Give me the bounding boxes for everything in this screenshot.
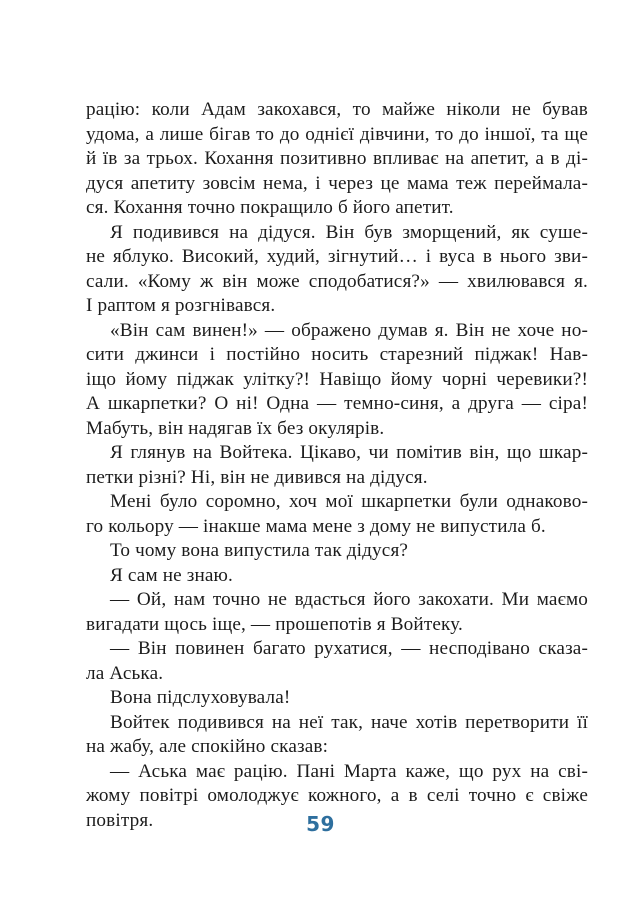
text-line: А шкарпетки? О ні! Одна — темно-синя, а друга — сіра! [86,393,588,414]
text-line: дуся апетиту зовсім нема, і через це мама теж переймала- [86,172,588,194]
text-line: То чому вона випустила так дідуся? [110,540,409,561]
text-line: удома, а лише бігав то до однієї дівчини, то до іншої, та ще [86,123,588,145]
body-text [86,98,588,833]
text-line: вигадати щось іще, — прошепотів я Войтеку. [86,613,463,635]
paragraph [86,221,588,319]
text-line: Мені було соромно, хоч мої шкарпетки були однаково- [110,491,588,512]
paragraph [86,319,588,442]
paragraph [86,588,588,637]
paragraph [86,711,588,760]
text-line: сали. «Кому ж він може сподобатися?» — хвилювався я. [86,270,588,292]
text-line: го кольору — інакше мама мене з дому не випустила б. [86,515,546,537]
text-line: І раптом я розгнівався. [86,295,276,316]
paragraph [86,637,588,686]
text-line: Я подивився на дідуся. Він був зморщений, як суше- [110,221,588,243]
text-line: — Аська має рацію. Пані Марта каже, що рух на сві- [110,760,588,782]
text-line: «Він сам винен!» — ображено думав я. Він не хоче но- [110,319,588,341]
paragraph [86,539,588,564]
text-line: жому повітрі омолоджує кожного, а в селі точно є свіже [86,785,588,806]
text-line: — Він повинен багато рухатися, — несподівано сказа- [110,638,588,659]
text-line: сити джинси і постійно носить старезний піджак! Нав- [86,344,588,365]
text-line: повітря. [86,809,154,831]
paragraph [86,98,588,221]
text-line: й їв за трьох. Кохання позитивно впливає на апетит, а в ді- [86,148,588,169]
text-line: рацію: коли Адам закохався, то майже ніколи не бував [86,99,588,120]
text-line: Я глянув на Войтека. Цікаво, чи помітив він, що шкар- [110,442,588,463]
paragraph [86,686,588,711]
paragraph [86,441,588,490]
text-line: ла Аська. [86,662,164,684]
text-line: іщо йому піджак улітку?! Навіщо йому чорні черевики?! [86,368,588,390]
text-line: ся. Кохання точно покращило б його апетит. [86,197,454,218]
paragraph [86,490,588,539]
text-line: — Ой, нам точно не вдасться його закохати. Ми маємо [110,589,588,610]
text-line: Я сам не знаю. [110,564,233,586]
text-line: петки різні? Ні, він не дивився на дідуся. [86,466,428,488]
text-line: Вона підслуховувала! [110,687,291,708]
text-line: не яблуко. Високий, худий, зігнутий… і вуса в нього зви- [86,246,588,267]
text-line: Мабуть, він надягав їх без окулярів. [86,417,385,439]
page-number: 59 [306,812,335,836]
text-line: Войтек подивився на неї так, наче хотів перетворити її [110,711,588,733]
paragraph [86,564,588,589]
text-line: на жабу, але спокійно сказав: [86,736,329,757]
